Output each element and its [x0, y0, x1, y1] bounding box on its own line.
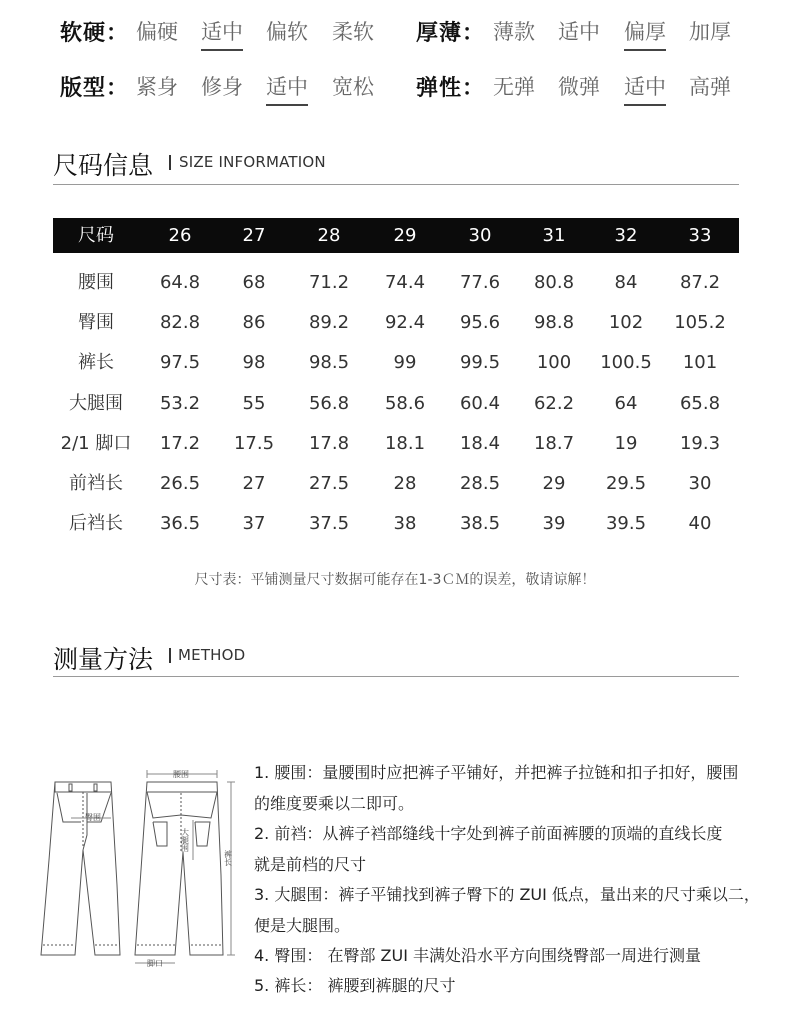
table-row-label: 臀围 [78, 312, 114, 333]
method-line: 2. 前裆：从裤子裆部缝线十字处到裤子前面裤腰的顶端的直线长度 [254, 824, 723, 843]
diagram-label-waist: 腰围 [173, 770, 189, 779]
table-cell: 18.7 [533, 433, 575, 454]
table-cell: 62.2 [533, 393, 575, 414]
fit-option: 宽松 [332, 75, 374, 99]
table-cell: 29 [542, 473, 566, 494]
table-row-label: 裤长 [78, 352, 114, 373]
table-cell: 77.6 [459, 272, 501, 293]
softness-option: 柔软 [332, 20, 374, 44]
table-row-label: 2/1 脚口 [60, 433, 132, 454]
table-cell: 98 [242, 352, 266, 373]
elasticity-label: 弹性： [416, 76, 486, 101]
table-cell: 84 [614, 272, 638, 293]
table-cell: 29.5 [605, 473, 647, 494]
table-cell: 19 [614, 433, 638, 454]
table-cell: 86 [242, 312, 266, 333]
table-cell: 68 [242, 272, 266, 293]
table-cell: 17.2 [159, 433, 201, 454]
table-header-row [53, 218, 739, 253]
thickness-option: 适中 [558, 20, 600, 44]
method-section-subtitle: METHOD [178, 646, 246, 664]
diagram-label-hip: 臀围 [85, 813, 101, 822]
table-cell: 37.5 [308, 513, 350, 534]
table-cell: 55 [242, 393, 266, 414]
table-cell: 99.5 [459, 352, 501, 373]
method-line: 的维度要乘以二即可。 [254, 794, 415, 813]
attr-row-1 [0, 16, 790, 56]
method-line: 5. 裤长： 裤腰到裤腿的尺寸 [254, 976, 456, 995]
size-note: 尺寸表：平铺测量尺寸数据可能存在1-3ＣＭ的误差，敬请谅解！ [194, 572, 596, 588]
table-cell: 98.5 [308, 352, 350, 373]
table-cell: 82.8 [159, 312, 201, 333]
thickness-option: 偏厚 [624, 16, 666, 51]
table-cell: 28.5 [459, 473, 501, 494]
diagram-label-hem: 脚口 [147, 959, 163, 968]
table-cell: 65.8 [679, 393, 721, 414]
table-cell: 36.5 [159, 513, 201, 534]
table-cell: 64 [614, 393, 638, 414]
table-cell: 71.2 [308, 272, 350, 293]
table-header-size: 30 [468, 225, 492, 246]
method-line: 便是大腿围。 [254, 916, 351, 935]
table-cell: 89.2 [308, 312, 350, 333]
elasticity-option: 无弹 [493, 75, 535, 99]
fit-option: 修身 [201, 75, 243, 99]
table-header-size: 31 [542, 225, 566, 246]
table-header-label: 尺码 [78, 225, 114, 246]
table-cell: 56.8 [308, 393, 350, 414]
table-cell: 95.6 [459, 312, 501, 333]
diagram-label-length: 裤长 [223, 850, 233, 866]
table-cell: 100.5 [600, 352, 652, 373]
table-cell: 26.5 [159, 473, 201, 494]
table-cell: 17.5 [233, 433, 275, 454]
table-header-size: 33 [688, 225, 712, 246]
pants-measurement-diagram [35, 760, 240, 970]
table-cell: 28 [393, 473, 417, 494]
table-cell: 92.4 [384, 312, 426, 333]
thickness-label: 厚薄： [416, 21, 486, 46]
table-row-label: 前裆长 [69, 473, 123, 494]
table-header-size: 26 [168, 225, 192, 246]
table-cell: 17.8 [308, 433, 350, 454]
table-cell: 39 [542, 513, 566, 534]
section-rule [53, 184, 739, 185]
table-row-label: 腰围 [78, 272, 114, 293]
table-cell: 60.4 [459, 393, 501, 414]
table-cell: 99 [393, 352, 417, 373]
table-cell: 27.5 [308, 473, 350, 494]
softness-option: 适中 [201, 16, 243, 51]
table-cell: 98.8 [533, 312, 575, 333]
table-cell: 18.1 [384, 433, 426, 454]
fit-option: 适中 [266, 71, 308, 106]
table-header-size: 28 [317, 225, 341, 246]
table-cell: 53.2 [159, 393, 201, 414]
table-cell: 80.8 [533, 272, 575, 293]
fit-option: 紧身 [136, 75, 178, 99]
table-row-label: 后裆长 [69, 513, 123, 534]
thickness-option: 加厚 [689, 20, 731, 44]
method-line: 3. 大腿围：裤子平铺找到裤子臀下的 ZUI 低点，量出来的尺寸乘以二， [254, 885, 760, 904]
elasticity-option: 适中 [624, 71, 666, 106]
table-cell: 97.5 [159, 352, 201, 373]
table-cell: 19.3 [679, 433, 721, 454]
softness-option: 偏硬 [136, 20, 178, 44]
section-rule [53, 676, 739, 677]
table-header-size: 27 [242, 225, 266, 246]
table-cell: 100 [536, 352, 572, 373]
diagram-label-thigh: 大腿围 [180, 828, 190, 852]
table-cell: 64.8 [159, 272, 201, 293]
table-cell: 18.4 [459, 433, 501, 454]
softness-label: 软硬： [60, 21, 130, 46]
table-cell: 37 [242, 513, 266, 534]
elasticity-option: 高弹 [689, 75, 731, 99]
table-cell: 58.6 [384, 393, 426, 414]
table-header-size: 29 [393, 225, 417, 246]
table-row-label: 大腿围 [69, 393, 123, 414]
table-cell: 105.2 [674, 312, 726, 333]
thickness-option: 薄款 [493, 20, 535, 44]
size-section-title: 尺码信息 [53, 151, 154, 180]
pants-back-illustration [135, 782, 223, 955]
fit-label: 版型： [60, 76, 130, 101]
method-line: 4. 臀围： 在臀部 ZUI 丰满处沿水平方向围绕臀部一周进行测量 [254, 946, 702, 965]
size-section-subtitle: SIZE INFORMATION [179, 153, 326, 171]
table-cell: 87.2 [679, 272, 721, 293]
section-divider-bar [169, 648, 171, 663]
softness-option: 偏软 [266, 20, 308, 44]
attr-row-2 [0, 71, 790, 111]
method-section-title: 测量方法 [53, 645, 154, 674]
table-cell: 101 [682, 352, 718, 373]
table-cell: 38.5 [459, 513, 501, 534]
measurement-guides [71, 770, 235, 963]
table-header-size: 32 [614, 225, 638, 246]
table-cell: 39.5 [605, 513, 647, 534]
elasticity-option: 微弹 [558, 75, 600, 99]
table-cell: 30 [688, 473, 712, 494]
section-divider-bar [169, 155, 171, 170]
method-line: 1. 腰围：量腰围时应把裤子平铺好，并把裤子拉链和扣子扣好，腰围 [254, 763, 739, 782]
table-cell: 102 [608, 312, 644, 333]
pants-front-illustration [41, 782, 120, 955]
table-cell: 40 [688, 513, 712, 534]
method-line: 就是前档的尺寸 [254, 855, 367, 874]
table-cell: 74.4 [384, 272, 426, 293]
table-cell: 38 [393, 513, 417, 534]
table-cell: 27 [242, 473, 266, 494]
